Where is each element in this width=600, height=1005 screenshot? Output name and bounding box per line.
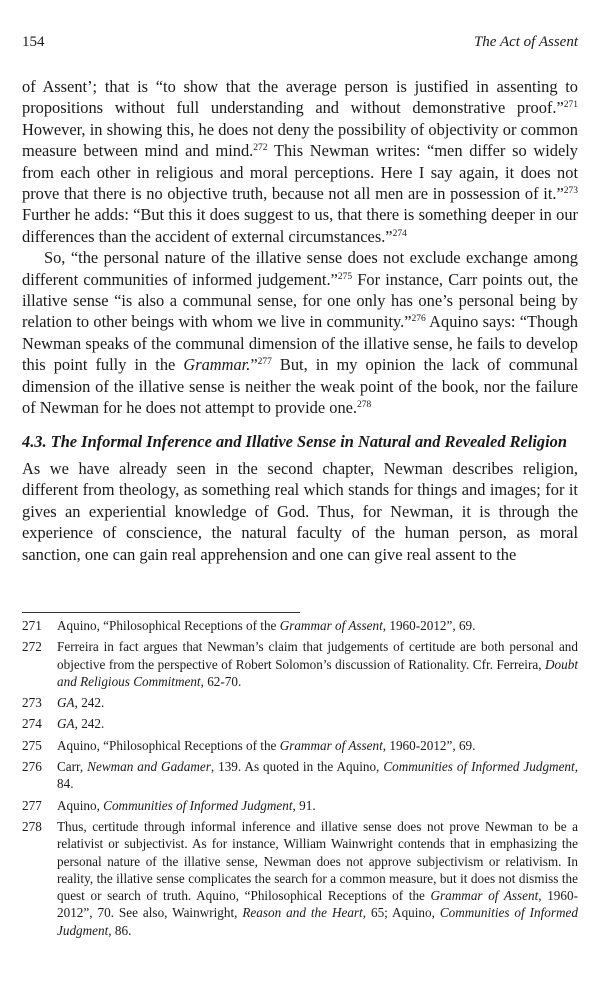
footnote-271 — [22, 617, 578, 634]
text-run: As we have already seen in the second chapter, Newman describes religion, different from theology, as something real which stands for things and images; for it gives an experiential knowledge of God. Thus, for Newman, it is through the experience of conscience, the natural faculty of the human person, as moral sanction, one can gain real apprehension and one can give real assent to the — [22, 458, 578, 564]
text-run: , 84. — [57, 759, 578, 792]
text-run: ” — [250, 355, 258, 375]
footnote-number: 271 — [22, 618, 42, 633]
text-run: Ferreira in fact argues that Newman’s claim that judgements of certitude are both personal and objective from the perspective of Robert Solomon’s discussion of Rationality. Cfr. Ferreira, — [57, 639, 578, 672]
italic-title: Grammar of Assent — [279, 618, 383, 633]
footnote-text — [57, 694, 578, 711]
footnote-text — [57, 715, 578, 732]
footnote-text — [57, 797, 578, 814]
italic-title: Grammar. — [183, 355, 251, 375]
footnote-number: 277 — [22, 797, 42, 813]
body-text — [22, 76, 578, 565]
italic-title: Reason and the Heart — [242, 905, 363, 921]
footnote-ref[interactable]: 275 — [337, 271, 353, 282]
text-run: , 86. — [108, 922, 132, 938]
italic-title: Communities of Informed Judgment — [383, 759, 575, 775]
footnote-273 — [22, 694, 578, 711]
text-run: , 1960-2012”, 69. — [382, 618, 476, 633]
footnote-275 — [22, 737, 578, 754]
text-run: For instance, Carr points out, the illative sense “is also a communal sense, for one only has one’s personal being by relation to other beings with whom we live in community.” — [22, 269, 578, 332]
footnote-number: 273 — [22, 695, 42, 711]
text-run: Aquino, “Philosophical Receptions of the — [57, 618, 280, 633]
footnote-277 — [22, 797, 578, 814]
footnote-ref[interactable]: 273 — [563, 186, 578, 197]
paragraph-religion — [22, 458, 578, 565]
text-run: However, in showing this, he does not deny the possibility of objectivity or common measure between mind and mind. — [22, 119, 578, 161]
text-run: Carr, — [57, 759, 88, 775]
footnote-number: 276 — [22, 759, 42, 775]
italic-title: Grammar of Assent — [279, 737, 383, 753]
text-run: Aquino, “Philosophical Receptions of the — [57, 737, 280, 753]
footnote-ref[interactable]: 271 — [563, 100, 578, 111]
footnote-text — [57, 818, 578, 939]
italic-title: Grammar of Assent — [430, 888, 539, 904]
footnote-text — [57, 617, 578, 634]
section-heading: 4.3. The Informal Inference and Illative Sense in Natural and Revealed Religion — [22, 431, 567, 451]
footnote-text — [57, 737, 578, 754]
footnote-ref[interactable]: 278 — [357, 400, 372, 411]
italic-title: GA — [57, 716, 75, 732]
text-run: of Assent’; that is “to show that the average person is justified in assenting to propositions without full understanding and without demonstrative proof.” — [22, 77, 578, 118]
text-run: , 139. As quoted in the Aquino, — [210, 759, 384, 775]
footnote-ref[interactable]: 276 — [411, 314, 426, 325]
italic-title: Newman and Gadamer — [87, 759, 211, 775]
text-run: Aquino, — [57, 797, 104, 813]
paragraph-continued — [22, 76, 578, 247]
text-run: , 65; Aquino, — [362, 905, 440, 921]
footnote-number: 272 — [22, 639, 42, 655]
footnote-ref[interactable]: 272 — [253, 143, 268, 154]
italic-title: GA — [57, 695, 75, 711]
footnotes — [22, 617, 578, 943]
footnote-272 — [22, 638, 578, 690]
text-run: , 62-70. — [200, 673, 242, 689]
footnote-number: 274 — [22, 716, 42, 732]
text-run: , 242. — [74, 716, 105, 732]
text-run: , 242. — [74, 695, 105, 711]
footnote-rule — [22, 612, 300, 613]
footnote-ref[interactable]: 277 — [257, 357, 272, 368]
footnote-text — [57, 638, 578, 690]
footnote-number: 275 — [22, 737, 42, 753]
page-number: 154 — [22, 34, 45, 50]
footnote-ref[interactable]: 274 — [392, 228, 407, 239]
footnote-278 — [22, 818, 578, 939]
italic-title: Communities of Informed Judgment — [103, 797, 293, 813]
text-run: Further he adds: “But this it does suggest to us, that there is something deeper in our differences than the accident of external circumstances.” — [22, 205, 578, 246]
text-run: So, “the personal nature of the illative sense does not exclude exchange among different communities of informed judgement.” — [22, 248, 578, 289]
text-run: , 91. — [292, 797, 316, 813]
text-run: This Newman writes: “men differ so widely from each other in religious and moral perceptions. Here I say again, it does not prove that there is no objective truth, because not all men are in possession of it.” — [22, 141, 578, 204]
footnote-276 — [22, 758, 578, 793]
footnote-text — [57, 758, 578, 793]
text-run: , 1960-2012”, 70. See also, Wainwright, — [57, 888, 578, 921]
text-run: Aquino says: “Though Newman speaks of the communal dimension of the illative sense, he fails to develop this point fully in the — [22, 312, 578, 375]
text-run: Thus, certitude through informal inference and illative sense does not prove Newman to be a relativist or subjectivist. As for instance, William Wainwright contends that in emphasizing the personal nature of the illative sense, Newman does not approve subjectivism or relativism. In reality, the illative sense complicates the search for a common measure, but it does not dismiss the quest or search of truth. Aquino, “Philosophical Receptions of the — [57, 818, 578, 904]
italic-title: Communities of Informed Judgment — [57, 905, 578, 938]
footnote-274 — [22, 715, 578, 732]
italic-title: Doubt and Religious Commitment — [57, 656, 578, 689]
paragraph-communal-sense — [22, 247, 578, 418]
running-title: The Act of Assent — [473, 34, 578, 50]
text-run: But, in my opinion the lack of communal dimension of the illative sense is neither the weak point of the book, nor the failure of Newman for he does not attempt to provide one. — [22, 355, 578, 418]
footnote-number: 278 — [22, 818, 42, 834]
text-run: , 1960-2012”, 69. — [382, 737, 476, 753]
